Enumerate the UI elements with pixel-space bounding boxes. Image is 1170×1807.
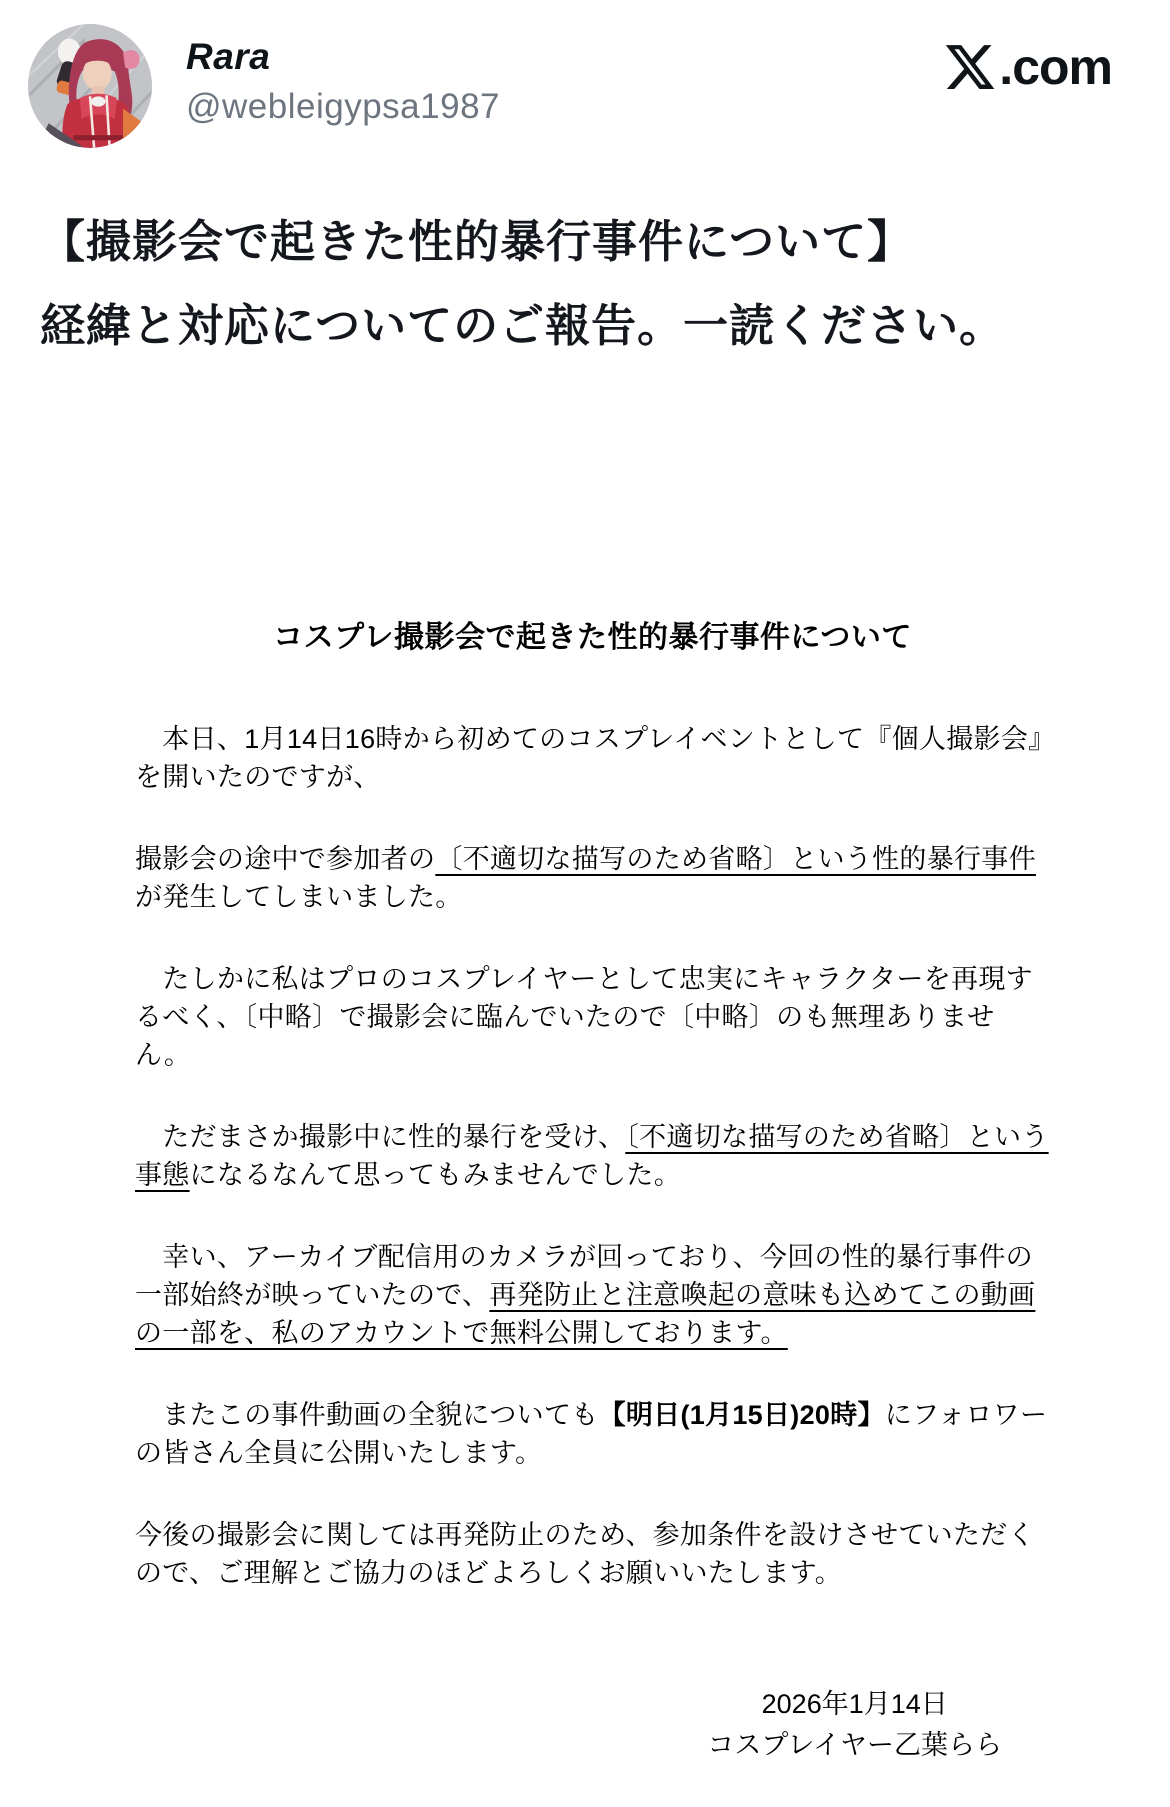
document-paragraph: [135, 1396, 1050, 1472]
post-headline: [0, 200, 1170, 368]
text-run: が発生してしまいました。: [135, 882, 463, 912]
profile-id-block[interactable]: [186, 24, 500, 127]
text-run: 撮影会の途中で参加者の: [135, 844, 436, 874]
underlined-text-run: 〔不適切な描写のため省略〕という性的暴行事件: [435, 844, 1036, 874]
notice-document: [0, 612, 1170, 1766]
user-handle: @webleigypsa1987: [186, 87, 501, 126]
underlined-text-run: 再発防止と注意喚起の意味も込めてこの動画の一部を、私のアカウントで無料公開しております。: [135, 1280, 1036, 1348]
bold-text-run: 【明日(1月15日)20時】: [598, 1400, 885, 1430]
document-paragraph: [135, 1516, 1050, 1592]
text-run: ただまさか撮影中に性的暴行を受け、: [135, 1122, 626, 1152]
footer-block: [707, 1684, 1002, 1766]
document-paragraph: [135, 720, 1050, 796]
document-paragraph: [135, 840, 1050, 916]
headline-line-1: 【撮影会で起きた性的暴行事件について】: [40, 216, 914, 267]
avatar[interactable]: [28, 24, 152, 148]
underlined-text-run: 〔不適切な描写のため省略〕という事態: [135, 1122, 1049, 1190]
profile-header: [0, 0, 1170, 148]
document-paragraph: [135, 1238, 1050, 1352]
document-title: コスプレ撮影会で起きた性的暴行事件について: [273, 621, 912, 654]
document-footer: [135, 1684, 1050, 1766]
x-com-logo[interactable]: [943, 38, 1112, 96]
text-run: 幸い、アーカイブ配信用のカメラが回っており、今回の性的暴行事件の一部始終が映っていたので、: [135, 1242, 1033, 1310]
x-logo-icon: [943, 40, 997, 94]
document-date: 2026年1月14日: [761, 1689, 948, 1719]
text-run: 本日、1月14日16時から初めてのコスプレイベントとして『個人撮影会』を開いたのですが、: [135, 724, 1042, 792]
display-name: Rara: [186, 36, 271, 77]
document-body: [135, 720, 1050, 1592]
text-run: になるなんて思ってもみませんでした。: [189, 1160, 682, 1190]
document-paragraph: [135, 1118, 1050, 1194]
text-run: にフォロワーの皆さん全員に公開いたします。: [135, 1400, 1048, 1468]
text-run: またこの事件動画の全貌についても: [135, 1400, 599, 1430]
document-signature: コスプレイヤー乙葉らら: [707, 1730, 1002, 1760]
x-logo-dotcom-text: .com: [999, 39, 1112, 95]
headline-line-2: 経緯と対応についてのご報告。一読ください。: [40, 300, 1006, 351]
avatar-cosplayer-illustration: [28, 24, 152, 148]
text-run: たしかに私はプロのコスプレイヤーとして忠実にキャラクターを再現するべく、〔中略〕で撮影会に臨んでいたので〔中略〕のも無理ありません。: [135, 964, 1033, 1070]
text-run: 今後の撮影会に関しては再発防止のため、参加条件を設けさせていただくので、ご理解とご協力のほどよろしくお願いいたします。: [135, 1520, 1035, 1588]
document-paragraph: [135, 960, 1050, 1074]
